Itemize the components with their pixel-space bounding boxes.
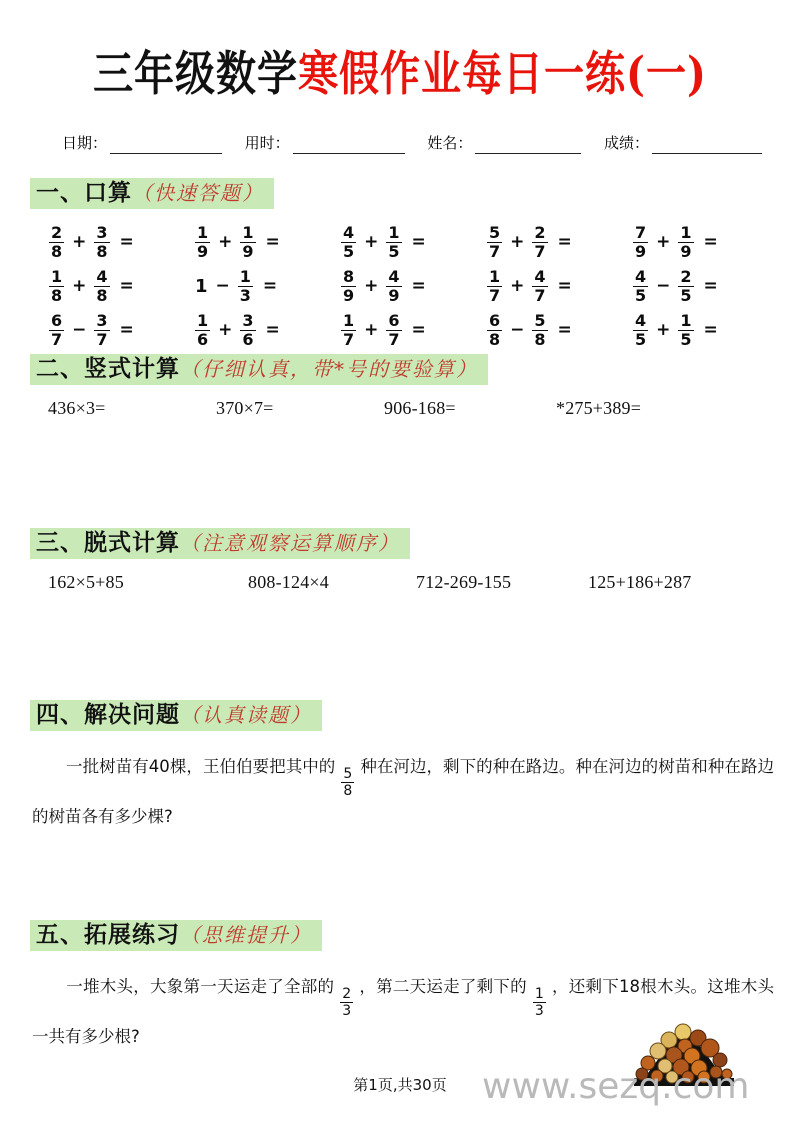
fraction-left bbox=[633, 222, 648, 261]
oral-problem bbox=[48, 266, 194, 305]
fraction-right bbox=[238, 266, 253, 305]
fraction-numerator: 4 bbox=[388, 266, 400, 286]
fraction-numerator: 1 bbox=[343, 310, 355, 330]
fraction-numerator: 6 bbox=[489, 310, 501, 330]
fraction-right bbox=[94, 222, 109, 261]
fraction-numerator: 3 bbox=[96, 222, 108, 242]
step-calc-problem: 712-269-155 bbox=[416, 572, 512, 592]
fraction-denominator: 8 bbox=[489, 329, 501, 349]
vertical-calc-problem: *275+389= bbox=[556, 398, 642, 418]
fraction-numerator: 7 bbox=[635, 222, 647, 242]
fraction-numerator: 1 bbox=[680, 310, 692, 330]
operator: + bbox=[364, 276, 379, 296]
fraction-right bbox=[386, 222, 401, 261]
fraction-denominator: 6 bbox=[197, 329, 209, 349]
fraction-denominator: 8 bbox=[51, 241, 63, 261]
equals-sign: = bbox=[703, 276, 718, 296]
operator: + bbox=[218, 232, 233, 252]
fraction-left bbox=[341, 222, 356, 261]
fraction-right bbox=[386, 266, 401, 305]
word-problem-5-text-part2: ，第二天运走了剩下的 bbox=[359, 977, 527, 996]
fraction-denominator: 9 bbox=[242, 241, 254, 261]
fraction-numerator: 6 bbox=[51, 310, 63, 330]
fraction-denominator: 5 bbox=[635, 329, 647, 349]
fraction-right bbox=[678, 310, 693, 349]
fraction-numerator: 2 bbox=[342, 986, 352, 1002]
operator: + bbox=[656, 232, 671, 252]
field-name-blank[interactable] bbox=[475, 138, 581, 154]
fraction-denominator: 9 bbox=[388, 285, 400, 305]
vertical-calc-problem: 370×7= bbox=[216, 398, 274, 418]
fraction-denominator: 5 bbox=[635, 285, 647, 305]
fraction-numerator: 8 bbox=[343, 266, 355, 286]
field-score bbox=[604, 132, 762, 154]
section-heading-vertical-calc-hint: （仔细认真，带*号的要验算） bbox=[180, 357, 478, 381]
operator: + bbox=[72, 276, 87, 296]
fraction-denominator: 7 bbox=[51, 329, 63, 349]
equals-sign: = bbox=[557, 232, 572, 252]
oral-problem bbox=[48, 310, 194, 349]
equals-sign: = bbox=[557, 276, 572, 296]
whole-number: 1 bbox=[195, 275, 208, 297]
fraction-numerator: 2 bbox=[680, 266, 692, 286]
word-problem-5-text-part1: 一堆木头，大象第一天运走了全部的 bbox=[66, 977, 335, 996]
student-info-row bbox=[62, 132, 762, 154]
fraction-left bbox=[195, 222, 210, 261]
oral-problem bbox=[48, 222, 194, 261]
fraction-numerator: 1 bbox=[242, 222, 254, 242]
fraction-numerator: 1 bbox=[388, 222, 400, 242]
fraction-denominator: 5 bbox=[680, 329, 692, 349]
fraction-numerator: 1 bbox=[197, 310, 209, 330]
field-score-label: 成绩： bbox=[603, 134, 649, 152]
page-title-highlight: 寒假作业每日一练(一) bbox=[298, 46, 707, 102]
fraction-denominator: 7 bbox=[489, 285, 501, 305]
equals-sign: = bbox=[557, 320, 572, 340]
fraction-numerator: 5 bbox=[343, 766, 353, 782]
fraction-right bbox=[94, 266, 109, 305]
fraction-inline bbox=[341, 767, 354, 798]
section-heading-step-calc-title: 三、脱式计算 bbox=[36, 529, 180, 556]
oral-problem bbox=[632, 266, 778, 305]
fraction-right bbox=[94, 310, 109, 349]
fraction-denominator: 7 bbox=[489, 241, 501, 261]
fraction-left bbox=[49, 222, 64, 261]
section-heading-word-problem-title: 四、解决问题 bbox=[36, 701, 180, 728]
oral-problem bbox=[194, 222, 340, 261]
fraction-denominator: 3 bbox=[239, 285, 251, 305]
word-problem-5-text-part3: ，还剩下18根木头。这堆木头一共有多少根? bbox=[32, 977, 775, 1046]
fraction-left bbox=[49, 310, 64, 349]
vertical-calc-problem: 436×3= bbox=[48, 398, 106, 418]
word-problem-4 bbox=[32, 748, 774, 836]
fraction-numerator: 4 bbox=[534, 266, 546, 286]
fraction-numerator: 1 bbox=[239, 266, 251, 286]
fraction-numerator: 2 bbox=[534, 222, 546, 242]
vertical-calc-problem-row bbox=[48, 398, 778, 419]
oral-problem bbox=[340, 222, 486, 261]
fraction-numerator: 4 bbox=[635, 310, 647, 330]
equals-sign: = bbox=[703, 232, 718, 252]
fraction-numerator: 5 bbox=[489, 222, 501, 242]
fraction-numerator: 4 bbox=[96, 266, 108, 286]
section-heading-vertical-calc-title: 二、竖式计算 bbox=[36, 355, 180, 382]
operator: + bbox=[656, 320, 671, 340]
fraction-numerator: 1 bbox=[680, 222, 692, 242]
field-score-blank[interactable] bbox=[652, 138, 762, 154]
field-time-used bbox=[245, 132, 411, 154]
section-heading-extension-hint: （思维提升） bbox=[180, 923, 312, 947]
equals-sign: = bbox=[411, 232, 426, 252]
fraction-numerator: 3 bbox=[96, 310, 108, 330]
fraction-numerator: 4 bbox=[343, 222, 355, 242]
fraction-left bbox=[487, 266, 502, 305]
fraction-left bbox=[195, 310, 210, 349]
field-date bbox=[62, 132, 228, 154]
section-heading-extension-title: 五、拓展练习 bbox=[36, 921, 180, 948]
fraction-numerator: 3 bbox=[242, 310, 254, 330]
equals-sign: = bbox=[119, 320, 134, 340]
fraction-numerator: 6 bbox=[388, 310, 400, 330]
operator: + bbox=[364, 320, 379, 340]
fraction-left bbox=[341, 310, 356, 349]
operator: + bbox=[510, 276, 525, 296]
oral-problem bbox=[340, 266, 486, 305]
fraction-right bbox=[678, 222, 693, 261]
operator: + bbox=[72, 232, 87, 252]
field-time-used-label: 用时： bbox=[244, 134, 290, 152]
equals-sign: = bbox=[119, 232, 134, 252]
site-watermark: www.sezq.com bbox=[482, 1066, 750, 1107]
operator: + bbox=[218, 320, 233, 340]
fraction-denominator: 7 bbox=[96, 329, 108, 349]
fraction-left bbox=[487, 222, 502, 261]
fraction-inline bbox=[533, 987, 546, 1018]
field-date-label: 日期： bbox=[62, 134, 108, 152]
oral-problem bbox=[486, 222, 632, 261]
step-calc-problem-row bbox=[48, 572, 778, 593]
fraction-denominator: 9 bbox=[680, 241, 692, 261]
fraction-numerator: 1 bbox=[489, 266, 501, 286]
operator: − bbox=[215, 276, 230, 296]
equals-sign: = bbox=[262, 276, 278, 296]
fraction-denominator: 5 bbox=[388, 241, 400, 261]
oral-problem bbox=[632, 222, 778, 261]
equals-sign: = bbox=[703, 320, 718, 340]
fraction-right bbox=[240, 222, 255, 261]
fraction-denominator: 9 bbox=[197, 241, 209, 261]
oral-problem bbox=[194, 266, 340, 305]
word-problem-4-text-after: 种在河边，剩下的种在路边。种在河边的树苗和种在路边的树苗各有多少棵? bbox=[32, 757, 775, 826]
equals-sign: = bbox=[265, 320, 280, 340]
section-heading-step-calc-hint: （注意观察运算顺序） bbox=[180, 531, 400, 555]
equals-sign: = bbox=[119, 276, 134, 296]
fraction-denominator: 7 bbox=[534, 285, 546, 305]
fraction-numerator: 1 bbox=[197, 222, 209, 242]
oral-problem bbox=[486, 310, 632, 349]
fraction-right bbox=[532, 266, 547, 305]
fraction-numerator: 1 bbox=[51, 266, 63, 286]
section-heading-oral-calc-hint: （快速答题） bbox=[132, 181, 264, 205]
fraction-denominator: 8 bbox=[96, 241, 108, 261]
field-name bbox=[427, 132, 587, 154]
fraction-inline bbox=[340, 987, 353, 1018]
equals-sign: = bbox=[265, 232, 280, 252]
section-heading-word-problem-hint: （认真读题） bbox=[180, 703, 312, 727]
fraction-denominator: 3 bbox=[534, 1003, 544, 1019]
fraction-denominator: 5 bbox=[680, 285, 692, 305]
fraction-right bbox=[678, 266, 693, 305]
oral-problem bbox=[486, 266, 632, 305]
fraction-denominator: 7 bbox=[343, 329, 355, 349]
field-name-label: 姓名： bbox=[427, 134, 473, 152]
step-calc-problem: 808-124×4 bbox=[248, 572, 329, 592]
equals-sign: = bbox=[411, 320, 426, 340]
fraction-denominator: 7 bbox=[534, 241, 546, 261]
fraction-denominator: 5 bbox=[343, 241, 355, 261]
fraction-denominator: 6 bbox=[242, 329, 254, 349]
fraction-denominator: 7 bbox=[388, 329, 400, 349]
fraction-right bbox=[532, 222, 547, 261]
page-title bbox=[0, 44, 800, 105]
section-heading-word-problem bbox=[30, 700, 322, 731]
section-heading-extension bbox=[30, 920, 322, 951]
equals-sign: = bbox=[411, 276, 426, 296]
fraction-denominator: 8 bbox=[51, 285, 63, 305]
oral-problem bbox=[194, 310, 340, 349]
oral-calc-problem-grid bbox=[48, 220, 778, 352]
operator: − bbox=[656, 276, 671, 296]
field-date-blank[interactable] bbox=[110, 138, 222, 154]
fraction-denominator: 8 bbox=[534, 329, 546, 349]
fraction-denominator: 3 bbox=[342, 1003, 352, 1019]
fraction-numerator: 4 bbox=[635, 266, 647, 286]
word-problem-4-text-before: 一批树苗有40棵，王伯伯要把其中的 bbox=[66, 757, 336, 776]
fraction-left bbox=[487, 310, 502, 349]
step-calc-problem: 162×5+85 bbox=[48, 572, 124, 592]
step-calc-problem: 125+186+287 bbox=[588, 572, 692, 592]
fraction-denominator: 8 bbox=[343, 783, 353, 799]
operator: + bbox=[510, 232, 525, 252]
fraction-left bbox=[633, 310, 648, 349]
section-heading-vertical-calc bbox=[30, 354, 488, 385]
section-heading-step-calc bbox=[30, 528, 410, 559]
vertical-calc-problem: 906-168= bbox=[384, 398, 456, 418]
fraction-denominator: 8 bbox=[96, 285, 108, 305]
fraction-right bbox=[386, 310, 401, 349]
fraction-left bbox=[341, 266, 356, 305]
fraction-right bbox=[532, 310, 547, 349]
fraction-denominator: 9 bbox=[343, 285, 355, 305]
section-heading-oral-calc-title: 一、口算 bbox=[36, 179, 132, 206]
operator: − bbox=[510, 320, 525, 340]
operator: − bbox=[72, 320, 87, 340]
fraction-numerator: 5 bbox=[534, 310, 546, 330]
page-footer: 第1页,共30页 bbox=[353, 1076, 447, 1094]
fraction-left bbox=[49, 266, 64, 305]
page-title-subject: 三年级数学 bbox=[93, 46, 299, 102]
oral-problem bbox=[340, 310, 486, 349]
fraction-left bbox=[633, 266, 648, 305]
field-time-used-blank[interactable] bbox=[293, 138, 405, 154]
fraction-numerator: 1 bbox=[534, 986, 544, 1002]
operator: + bbox=[364, 232, 379, 252]
fraction-denominator: 9 bbox=[635, 241, 647, 261]
fraction-numerator: 2 bbox=[51, 222, 63, 242]
fraction-right bbox=[240, 310, 255, 349]
oral-problem bbox=[632, 310, 778, 349]
section-heading-oral-calc bbox=[30, 178, 274, 209]
